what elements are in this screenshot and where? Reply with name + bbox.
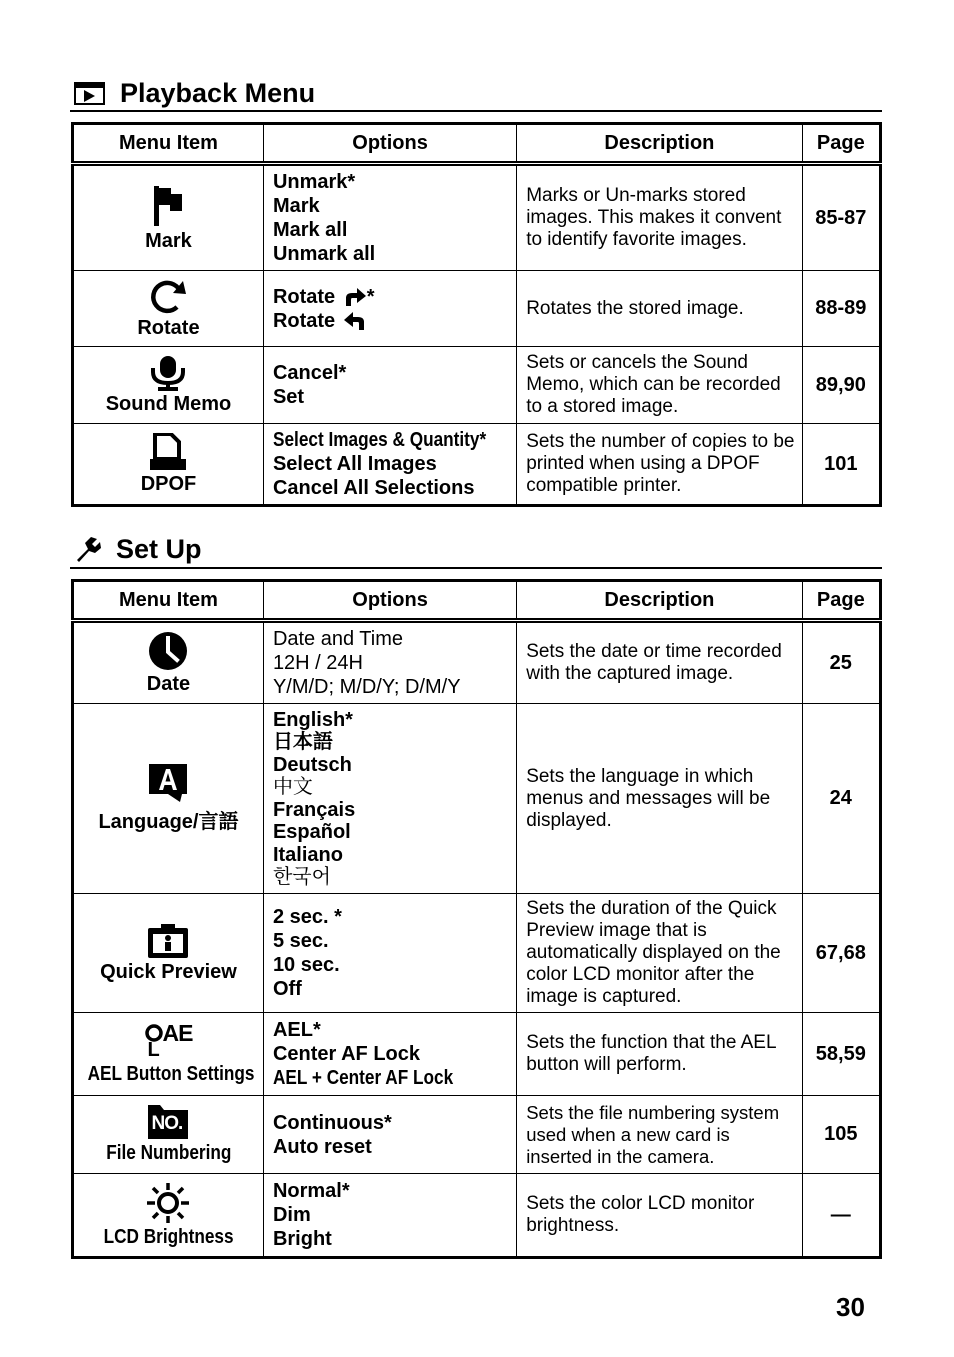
option: Set bbox=[272, 386, 305, 408]
header-description: Description bbox=[517, 124, 802, 164]
menu-item-label: LCD Brightness bbox=[103, 1225, 234, 1248]
ael-icon-sub: L bbox=[147, 1038, 160, 1061]
microphone-icon bbox=[149, 355, 187, 391]
page-cell: 101 bbox=[802, 424, 880, 506]
language-a-icon bbox=[148, 763, 188, 803]
table-row-file-numbering bbox=[73, 1096, 881, 1174]
description-cell: Marks or Un-marks stored images. This makes it convent to identify favorite images. bbox=[517, 164, 802, 271]
option: 日本語 bbox=[272, 731, 333, 753]
option: Dim bbox=[272, 1204, 311, 1226]
setup-menu-table bbox=[71, 579, 882, 1259]
options-cell bbox=[263, 424, 516, 506]
menu-item-label: File Numbering bbox=[105, 1142, 232, 1164]
table-row-quick-preview bbox=[73, 894, 881, 1013]
setup-title bbox=[74, 534, 202, 565]
page-cell: 58,59 bbox=[802, 1013, 880, 1096]
page-cell: 85-87 bbox=[802, 164, 880, 271]
wrench-icon bbox=[74, 536, 102, 564]
header-options: Options bbox=[263, 124, 516, 164]
table-row-language bbox=[73, 704, 881, 894]
playback-icon bbox=[74, 82, 105, 105]
option: AEL + Center AF Lock bbox=[272, 1067, 454, 1089]
option: Cancel All Selections bbox=[272, 477, 475, 499]
options-cell bbox=[263, 1096, 516, 1174]
menu-item-label: Quick Preview bbox=[100, 960, 237, 983]
clock-icon bbox=[148, 631, 188, 671]
menu-item-label: Mark bbox=[145, 229, 192, 252]
table-row-dpof bbox=[73, 424, 881, 506]
option: Mark bbox=[272, 195, 320, 217]
printer-icon bbox=[149, 433, 187, 471]
ael-icon-label: AE bbox=[162, 1019, 193, 1046]
page-cell: — bbox=[802, 1174, 880, 1258]
options-cell bbox=[263, 1013, 516, 1096]
file-number-icon-label: NO. bbox=[151, 1113, 183, 1134]
menu-item-ael bbox=[73, 1013, 264, 1096]
option: 한국어 bbox=[272, 866, 331, 888]
header-description: Description bbox=[517, 581, 802, 621]
table-row-rotate bbox=[73, 271, 881, 347]
description-cell bbox=[517, 1096, 802, 1174]
page-cell: 89,90 bbox=[802, 347, 880, 424]
page-cell: 67,68 bbox=[802, 894, 880, 1013]
description-cell: Sets the number of copies to be printed when using a DPOF compatible printer. bbox=[517, 424, 802, 506]
page-number: 30 bbox=[836, 1292, 865, 1322]
page-cell: 24 bbox=[802, 704, 880, 894]
option: Rotate bbox=[272, 285, 336, 308]
description-cell: Sets the date or time recorded with the captured image. bbox=[517, 621, 802, 704]
option: 5 sec. bbox=[272, 930, 329, 952]
option: Center AF Lock bbox=[272, 1043, 420, 1065]
page-cell: 25 bbox=[802, 621, 880, 704]
menu-item-label: Date bbox=[146, 672, 191, 695]
option: Italiano bbox=[272, 843, 343, 866]
ael-icon bbox=[143, 1019, 193, 1061]
setup-title-rule bbox=[70, 567, 882, 569]
menu-item-file-numbering bbox=[73, 1096, 264, 1174]
option: 2 sec. * bbox=[272, 906, 342, 928]
table-row-lcd-brightness bbox=[73, 1174, 881, 1258]
option: 中文 bbox=[272, 776, 313, 798]
option: Cancel* bbox=[272, 362, 347, 384]
menu-item-label: Sound Memo bbox=[105, 392, 232, 415]
table-row-mark bbox=[73, 164, 881, 271]
option: Español bbox=[272, 821, 351, 843]
header-menu-item: Menu Item bbox=[73, 124, 264, 164]
menu-item-label: AEL Button Settings bbox=[87, 1062, 255, 1085]
rotate-right-arrow-icon bbox=[343, 287, 367, 307]
option: 10 sec. bbox=[272, 954, 340, 976]
header-page: Page bbox=[802, 124, 880, 164]
options-cell bbox=[263, 271, 516, 347]
playback-menu-table bbox=[71, 122, 882, 507]
flag-icon bbox=[152, 184, 184, 228]
menu-item-date bbox=[73, 621, 264, 704]
option: Rotate bbox=[272, 309, 336, 332]
option: Unmark* bbox=[272, 171, 356, 193]
description-cell: Sets the function that the AEL button will perform. bbox=[517, 1013, 802, 1096]
option: Select All Images bbox=[272, 453, 437, 475]
option: English* bbox=[272, 708, 353, 731]
options-cell bbox=[263, 1174, 516, 1258]
option: Français bbox=[272, 798, 356, 821]
option: Date and Time bbox=[272, 628, 404, 650]
options-cell bbox=[263, 621, 516, 704]
playback-menu-title bbox=[74, 78, 315, 109]
rotate-default-mark: * bbox=[366, 285, 375, 308]
menu-item-label: Rotate bbox=[137, 317, 200, 339]
option: Select Images & Quantity* bbox=[272, 429, 487, 451]
option: Deutsch bbox=[272, 753, 352, 776]
description-text: Sets the file numbering system used when a new card is inserted in the camera. bbox=[526, 1101, 780, 1167]
table-row-date bbox=[73, 621, 881, 704]
setup-title-text: Set Up bbox=[116, 534, 202, 564]
page-cell: 105 bbox=[802, 1096, 880, 1174]
menu-item-sound-memo bbox=[73, 347, 264, 424]
option: Y/M/D; M/D/Y; D/M/Y bbox=[272, 676, 461, 698]
header-options: Options bbox=[263, 581, 516, 621]
description-cell: Sets the duration of the Quick Preview image that is automatically displayed on the color LCD monitor after the image is captured. bbox=[517, 894, 802, 1013]
file-number-icon bbox=[147, 1104, 189, 1140]
table-header-row bbox=[73, 581, 881, 621]
rotate-left-arrow-icon bbox=[343, 311, 367, 331]
description-cell: Sets the color LCD monitor brightness. bbox=[517, 1174, 802, 1258]
header-menu-item: Menu Item bbox=[73, 581, 264, 621]
option: Unmark all bbox=[272, 243, 376, 265]
menu-item-language bbox=[73, 704, 264, 894]
option: Normal* bbox=[272, 1180, 350, 1202]
option: Continuous* bbox=[272, 1111, 392, 1134]
description-cell: Sets the language in which menus and messages will be displayed. bbox=[517, 704, 802, 894]
table-row-sound-memo bbox=[73, 347, 881, 424]
menu-item-quick-preview bbox=[73, 894, 264, 1013]
option: Off bbox=[272, 978, 302, 1000]
option: 12H / 24H bbox=[272, 652, 363, 674]
menu-item-dpof bbox=[73, 424, 264, 506]
menu-item-label: Language/言語 bbox=[98, 811, 239, 833]
camera-preview-icon bbox=[147, 923, 189, 959]
menu-item-mark bbox=[73, 164, 264, 271]
option-rotate-right bbox=[273, 285, 516, 309]
option-rotate-left bbox=[273, 309, 516, 333]
table-row-ael bbox=[73, 1013, 881, 1096]
brightness-icon bbox=[146, 1182, 190, 1224]
playback-title-rule bbox=[70, 110, 882, 112]
header-page: Page bbox=[802, 581, 880, 621]
options-cell bbox=[263, 894, 516, 1013]
option: Auto reset bbox=[272, 1135, 372, 1158]
rotate-icon bbox=[148, 277, 188, 315]
options-cell bbox=[263, 164, 516, 271]
table-header-row bbox=[73, 124, 881, 164]
description-cell: Rotates the stored image. bbox=[517, 271, 802, 347]
menu-item-label: DPOF bbox=[140, 472, 197, 495]
option: AEL* bbox=[272, 1019, 321, 1041]
page-cell: 88-89 bbox=[802, 271, 880, 347]
menu-item-lcd-brightness bbox=[73, 1174, 264, 1258]
option: Mark all bbox=[272, 219, 348, 241]
options-cell bbox=[263, 704, 516, 894]
playback-title-text: Playback Menu bbox=[120, 78, 316, 108]
description-cell: Sets or cancels the Sound Memo, which can be recorded to a stored image. bbox=[517, 347, 802, 424]
options-cell bbox=[263, 347, 516, 424]
option: Bright bbox=[272, 1228, 332, 1250]
menu-item-rotate bbox=[73, 271, 264, 347]
